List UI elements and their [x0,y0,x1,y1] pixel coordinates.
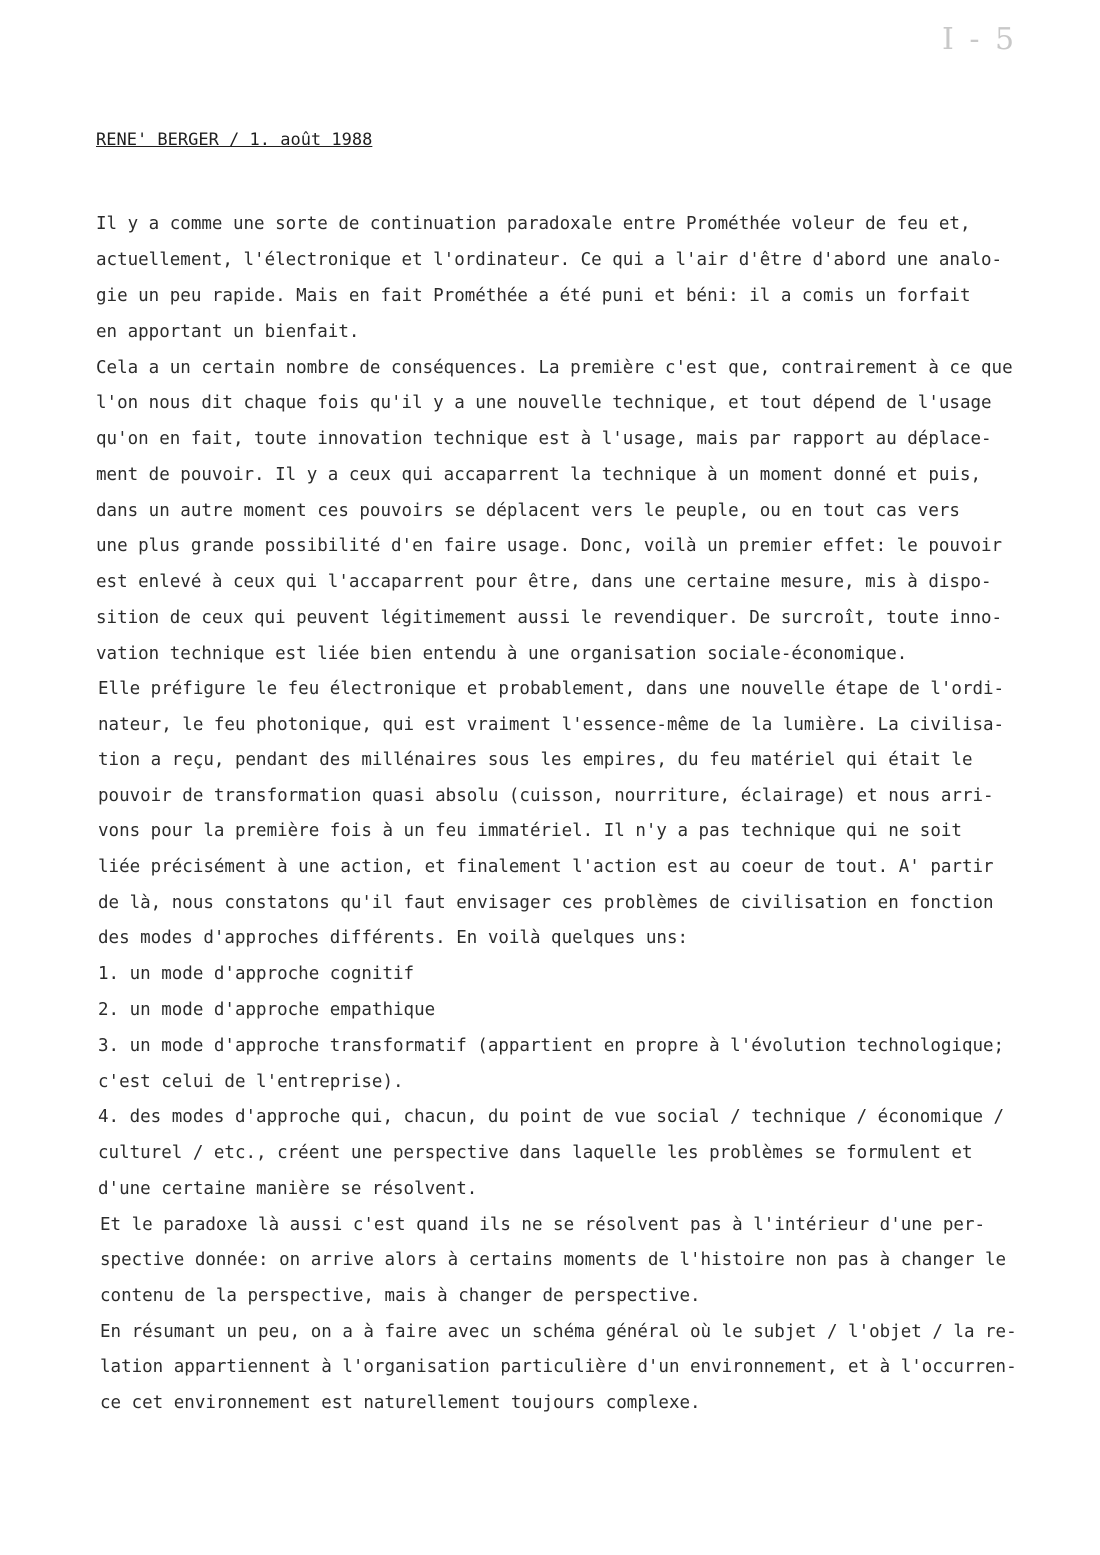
text-line: qu'on en fait, toute innovation technique est à l'usage, mais par rapport au déplace- [96,429,992,449]
text-line: Cela a un certain nombre de conséquences. La première c'est que, contrairement à ce que [96,358,1013,378]
list-item: 2. un mode d'approche empathique [98,1000,436,1020]
text-line: ce cet environnement est naturellement toujours complexe. [100,1393,701,1413]
text-line: spective donnée: on arrive alors à certains moments de l'histoire non pas à changer le [100,1250,1007,1270]
list-item: 4. des modes d'approche qui, chacun, du point de vue social / technique / économique / [98,1107,1005,1127]
text-line: Il y a comme une sorte de continuation paradoxale entre Prométhée voleur de feu et, [96,214,971,234]
text-line: Et le paradoxe là aussi c'est quand ils ne se résolvent pas à l'intérieur d'une per- [100,1215,986,1235]
text-line: contenu de la perspective, mais à changer de perspective. [100,1286,701,1306]
text-line: une plus grande possibilité d'en faire usage. Donc, voilà un premier effet: le pouvoir [96,536,1003,556]
text-line: c'est celui de l'entreprise). [98,1072,404,1092]
text-line: dans un autre moment ces pouvoirs se déplacent vers le peuple, ou en tout cas vers [96,501,960,521]
text-line: des modes d'approches différents. En voilà quelques uns: [98,928,689,948]
document-heading: RENE' BERGER / 1. août 1988 [96,130,373,150]
text-line: d'une certaine manière se résolvent. [98,1179,478,1199]
list-item: 1. un mode d'approche cognitif [98,964,415,984]
corner-mark: I - 5 [942,22,1018,57]
text-line: en apportant un bienfait. [96,322,360,342]
text-line: En résumant un peu, on a à faire avec un schéma général où le subjet / l'objet / la re- [100,1322,1017,1342]
text-line: pouvoir de transformation quasi absolu (cuisson, nourriture, éclairage) et nous arri- [98,786,994,806]
text-line: culturel / etc., créent une perspective dans laquelle les problèmes se formulent et [98,1143,973,1163]
text-line: vation technique est liée bien entendu à une organisation sociale-économique. [96,644,908,664]
text-line: actuellement, l'électronique et l'ordinateur. Ce qui a l'air d'être d'abord une analo- [96,250,1003,270]
text-line: liée précisément à une action, et finalement l'action est au coeur de tout. A' partir [98,857,994,877]
text-line: Elle préfigure le feu électronique et probablement, dans une nouvelle étape de l'ordi- [98,679,1005,699]
text-line: gie un peu rapide. Mais en fait Prométhée a été puni et béni: il a comis un forfait [96,286,971,306]
text-line: l'on nous dit chaque fois qu'il y a une nouvelle technique, et tout dépend de l'usage [96,393,992,413]
list-item: 3. un mode d'approche transformatif (appartient en propre à l'évolution technologique; [98,1036,1005,1056]
text-line: est enlevé à ceux qui l'accaparrent pour être, dans une certaine mesure, mis à dispo- [96,572,992,592]
text-line: lation appartiennent à l'organisation particulière d'un environnement, et à l'occurren- [100,1357,1017,1377]
text-line: tion a reçu, pendant des millénaires sous les empires, du feu matériel qui était le [98,750,973,770]
text-line: ment de pouvoir. Il y a ceux qui accaparrent la technique à un moment donné et puis, [96,465,982,485]
text-line: sition de ceux qui peuvent légitimement aussi le revendiquer. De surcroît, toute inno- [96,608,1003,628]
text-line: vons pour la première fois à un feu immatériel. Il n'y a pas technique qui ne soit [98,821,962,841]
text-line: de là, nous constatons qu'il faut envisager ces problèmes de civilisation en fonction [98,893,994,913]
text-line: nateur, le feu photonique, qui est vraiment l'essence-même de la lumière. La civilisa- [98,715,1005,735]
